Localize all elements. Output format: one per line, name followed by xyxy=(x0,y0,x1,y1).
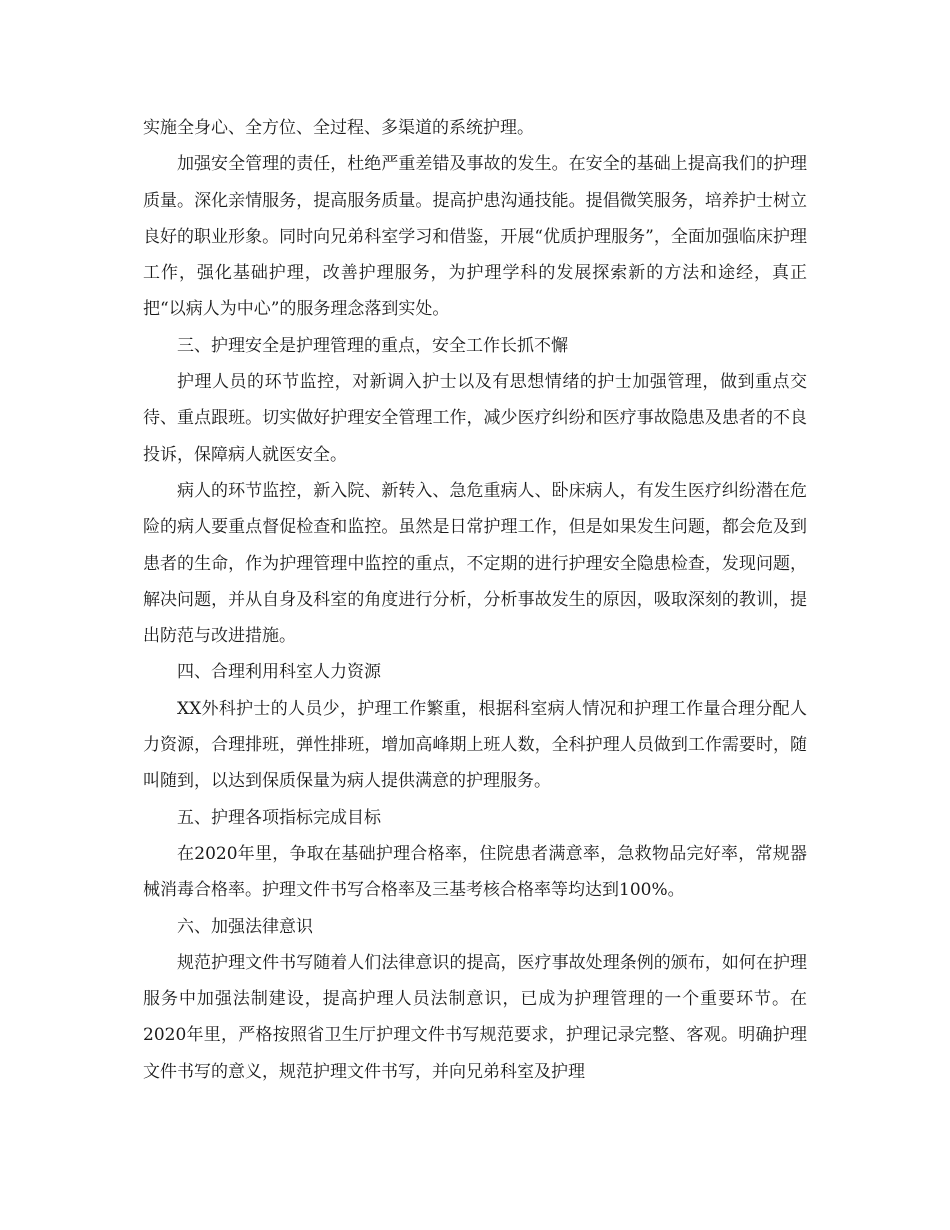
paragraph-1: 实施全身心、全方位、全过程、多渠道的系统护理。 xyxy=(143,118,534,138)
paragraph-11: 规范护理文件书写随着人们法律意识的提高，医疗事故处理条例的颁布，如何在护理服务中加强法制建设，提高护理人员法制意识，已成为护理管理的一个重要环节。在2020年里，严格按照省卫生厅护理文件书写规范要求，护理记录完整、客观。明确护理文件书写的意义，规范护理文件书写，并向兄弟科室及护理 xyxy=(143,952,807,1082)
paragraph-4: 护理人员的环节监控，对新调入护士以及有思想情绪的护士加强管理，做到重点交待、重点跟班。切实做好护理安全管理工作，减少医疗纠纷和医疗事故隐患及患者的不良投诉，保障病人就医安全。 xyxy=(143,372,807,465)
section-heading-4: 四、合理利用科室人力资源 xyxy=(177,662,381,683)
paragraph-9: 在2020年里，争取在基础护理合格率，住院患者满意率，急救物品完好率，常规器械消毒合格率。护理文件书写合格率及三基考核合格率等均达到100%。 xyxy=(143,843,807,901)
paragraph-5: 病人的环节监控，新入院、新转入、急危重病人、卧床病人，有发生医疗纠纷潜在危险的病人要重点督促检查和监控。虽然是日常护理工作，但是如果发生问题，都会危及到患者的生命，作为护理管理中监控的重点，不定期的进行护理安全隐患检查，发现问题，解决问题，并从自身及科室的角度进行分析，分析事故发生的原因，吸取深刻的教训，提出防范与改进措施。 xyxy=(143,480,807,647)
section-heading-6: 六、加强法律意识 xyxy=(177,916,313,937)
document-body xyxy=(143,110,807,1090)
paragraph-2: 加强安全管理的责任，杜绝严重差错及事故的发生。在安全的基础上提高我们的护理质量。深化亲情服务，提高服务质量。提高护患沟通技能。提倡微笑服务，培养护士树立良好的职业形象。同时向兄弟科室学习和借鉴，开展“优质护理服务”，全面加强临床护理工作，强化基础护理，改善护理服务，为护理学科的发展探索新的方法和途经，真正把“以病人为中心”的服务理念落到实处。 xyxy=(143,154,807,320)
section-heading-5: 五、护理各项指标完成目标 xyxy=(177,807,381,828)
section-heading-3: 三、护理安全是护理管理的重点，安全工作长抓不懈 xyxy=(177,335,568,356)
paragraph-7: XX外科护士的人员少，护理工作繁重，根据科室病人情况和护理工作量合理分配人力资源，合理排班，弹性排班，增加高峰期上班人数，全科护理人员做到工作需要时，随叫随到，以达到保质保量为病人提供满意的护理服务。 xyxy=(143,698,807,792)
